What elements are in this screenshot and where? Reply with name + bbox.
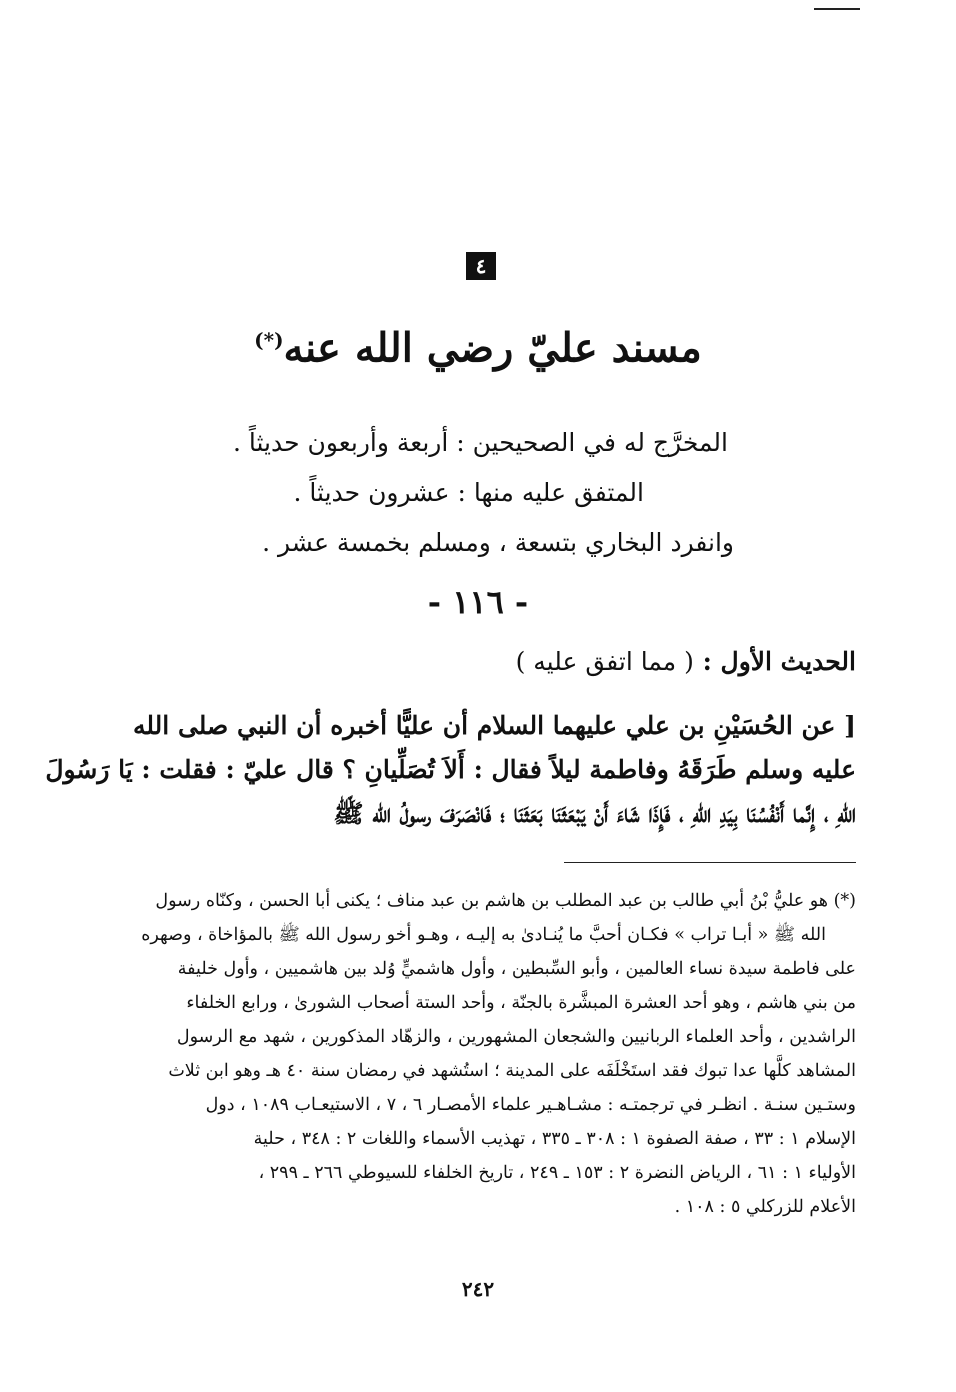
footnote-line: وستـين سنـة . انظـر في ترجمتـه : مشـاهـير علماء الأمصـار ٦ ، ٧ ، الاستيعـاب ١٠٨٩ ، دول [205,1095,856,1115]
footnote-line: على فاطمة سيدة نساء العالمين ، وأبو السِّبطين ، وأول هاشميٍّ وُلد بين هاشميين ، وأول خليفة [177,959,856,979]
hadith-text-line: عليه وسلم طَرَقَهُ وفاطمة ليلاً فقال : أَلاَ تُصَلِّيانِ ؟ قال عليّ : فقلت : يَا رَسُولَ [45,755,856,784]
footnote-line: الأولياء ١ : ٦١ ، الرياض النضرة ٢ : ١٥٣ ـ ٢٤٩ ، تاريخ الخلفاء للسيوطي ٢٦٦ ـ ٢٩٩ ، [258,1163,856,1183]
hadith-heading [96,640,856,684]
footnote-line: الإسلام ١ : ٣٣ ، صفة الصفوة ١ : ٣٠٨ ـ ٣٣٥ ، تهذيب الأسماء واللغات ٢ : ٣٤٨ ، حلية [253,1129,856,1149]
chapter-number-badge: ٤ [466,252,496,280]
footnote-line: الراشدين ، وأحد العلماء الربانيين والشجعان المشهورين ، والزهّاد المذكورين ، شهد مع الرسول [176,1027,856,1047]
chapter-title-text: مسند عليّ رضي الله عنه [283,324,702,372]
hadith-text-line: [ عن الحُسَيْنِ بن علي عليهما السلام أن عليًّا أخبره أن النبي صلى الله [133,711,856,740]
stats-line-agreed: المتفق عليه منها : عشرون حديثاً . [293,478,644,507]
hadith-text-line: اللّهِ ، إِنَّما أَنْفُسُنَا بِيَدِ اللّهِ ، فَإِذَا شَاءَ أَنْ يَبْعَثَنَا بَعَثَنَا ؛ فَانْصَرَفَ رسولُ الله ﷺ [333,799,856,828]
footnote [94,884,856,1224]
footnote-marker: (*) [254,328,284,352]
stats-line-total: المخرَّج له في الصحيحين : أربعة وأربعون حديثاً . [233,428,728,457]
hadith-number: - ١١٦ - [427,583,529,621]
footnote-line: (*) هو عليُّ بْنُ أبي طالب بن عبد المطلب بن هاشم بن عبد مناف ؛ يكنى أبا الحسن ، وكنّاه رسول [155,891,856,911]
footnote-line: من بني هاشم ، وهو أحد العشرة المبشَّرة بالجنّة ، وأحد الستة أصحاب الشورىٰ ، ورابع الخلفاء [186,993,856,1013]
hadith-text [45,704,856,836]
stats-line-unique: وانفرد البخاري بتسعة ، ومسلم بخمسة عشر . [262,528,734,557]
footnote-line: الأعلام للزركلي ٥ : ١٠٨ . [674,1197,856,1217]
footnote-line: المشاهد كلَّها عدا تبوك فقد استَخْلَفَه على المدينة ؛ استُشهد في رمضان سنة ٤٠ هـ وهو ابن ثلاث [168,1061,856,1081]
chapter-title [0,312,956,376]
page-number: ٢٤٢ [461,1277,495,1301]
footnote-separator [564,862,856,863]
footnote-line: الله ﷺ « أبـا تراب » فكـان أحبَّ ما يُنـادىٰ به إليـه ، وهـو أخو رسول الله ﷺ بالمؤاخاة ، وصهره [141,925,826,945]
hadith-heading-note: ( مما اتفق عليه ) [515,647,694,676]
narration-stats [208,418,734,568]
hadith-heading-label: الحديث الأول : [702,647,856,676]
